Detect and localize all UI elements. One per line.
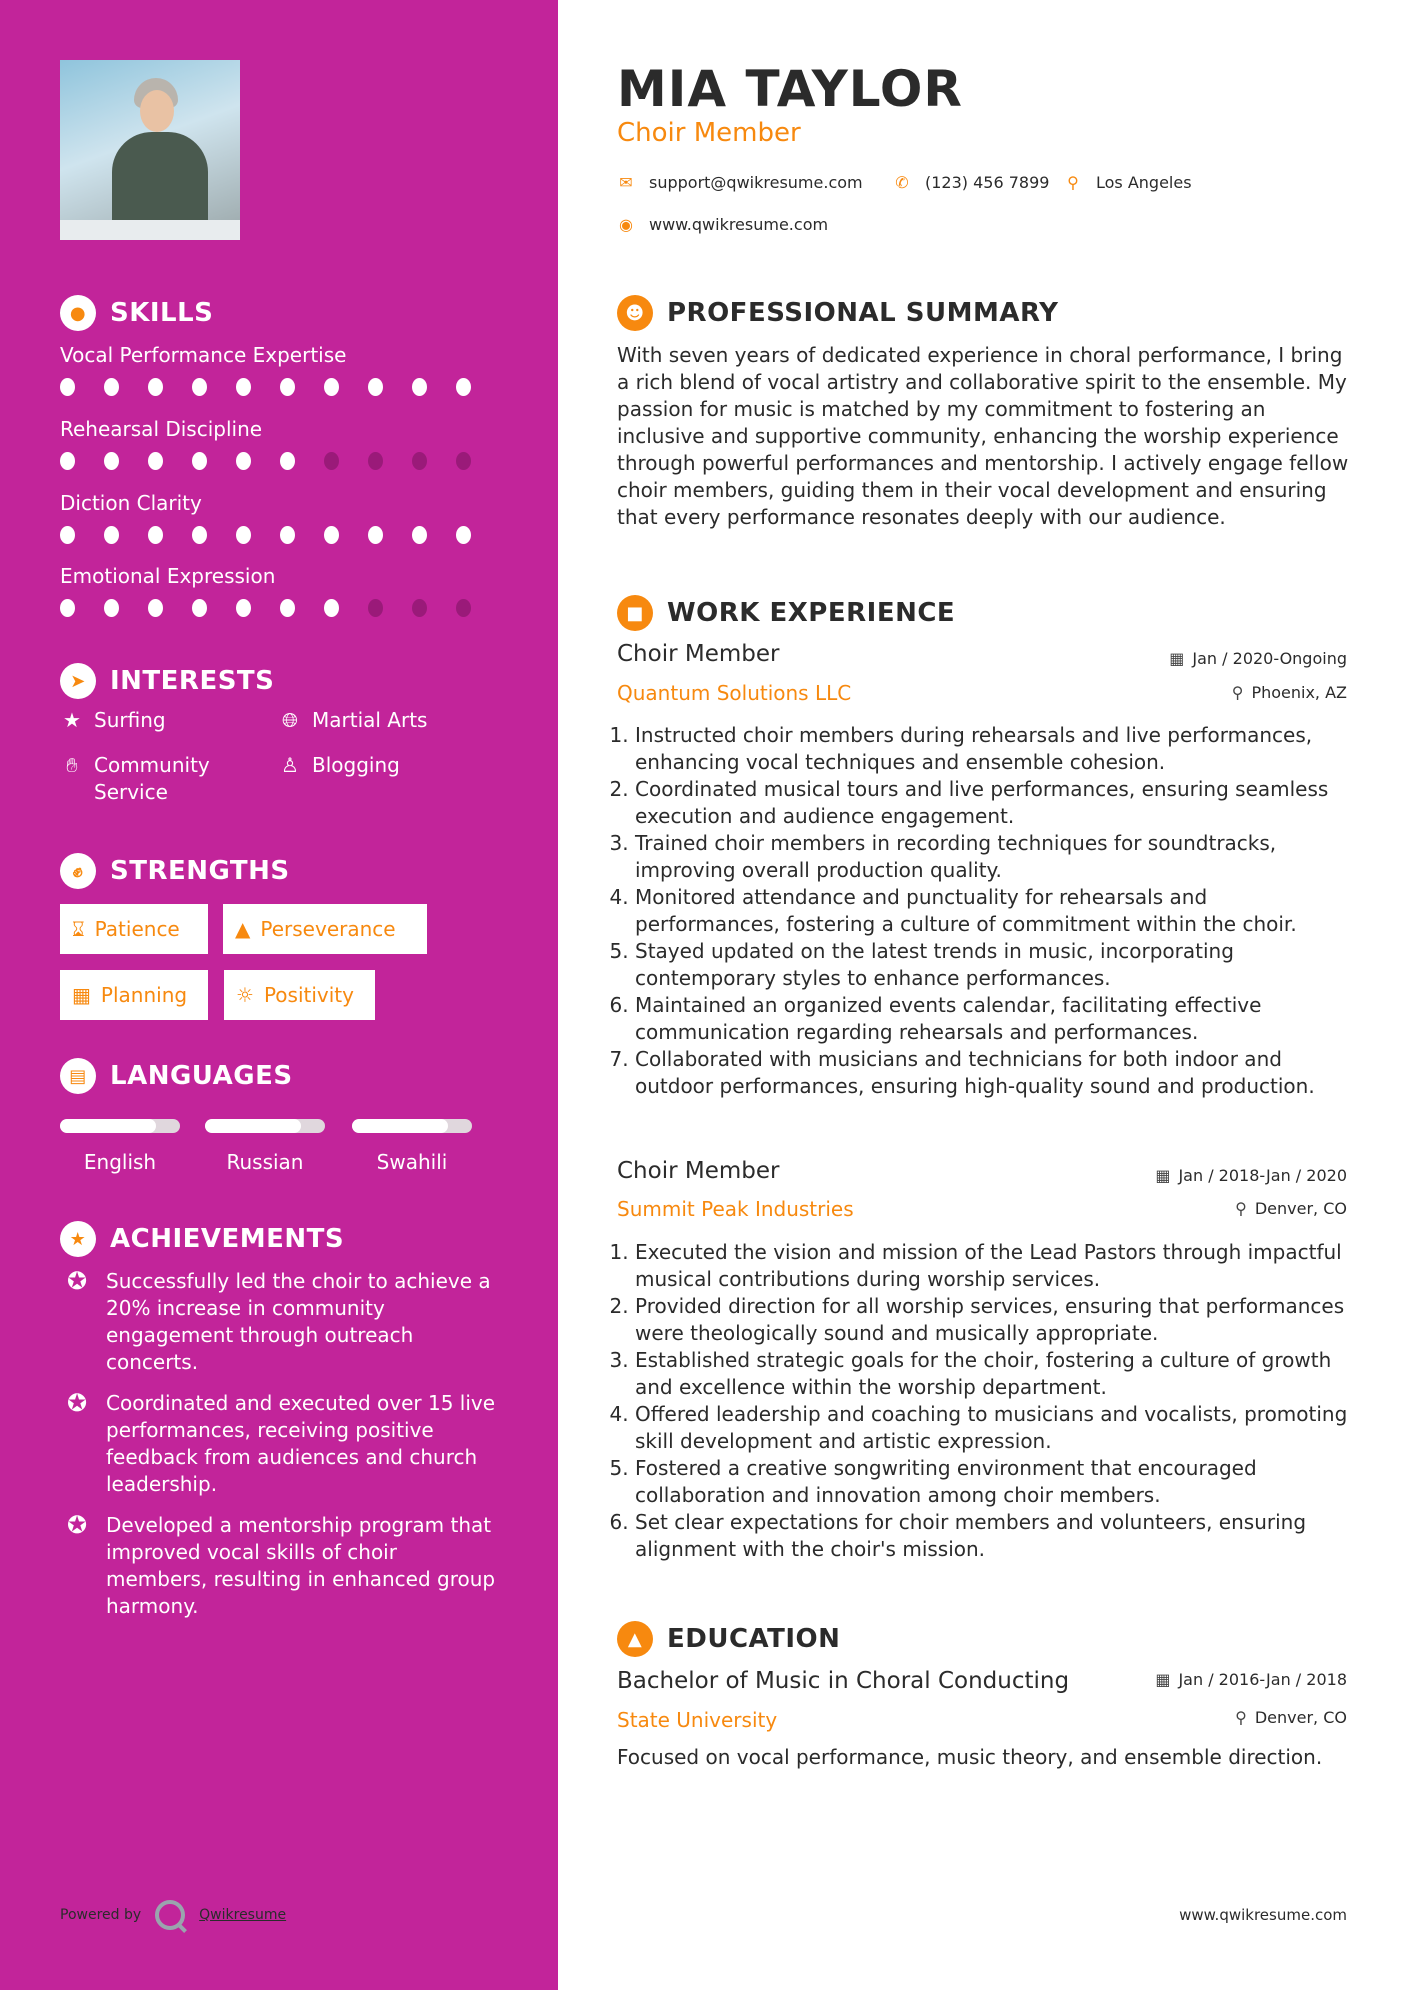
interests-list bbox=[60, 707, 500, 817]
language-level-bar bbox=[205, 1119, 325, 1133]
job-company: Summit Peak Industries bbox=[617, 1197, 854, 1221]
map-pin-icon: ⚲ bbox=[1067, 173, 1079, 192]
powered-by: Powered by Qwikresume bbox=[60, 1900, 286, 1930]
language-label: English bbox=[83, 1150, 157, 1174]
education-degree: Bachelor of Music in Choral Conducting bbox=[617, 1668, 1070, 1694]
star-badge-icon: ★ bbox=[60, 1221, 96, 1257]
graduation-icon: ▲ bbox=[617, 1621, 653, 1657]
skill-rating-dot bbox=[368, 526, 383, 544]
language-level-fill bbox=[352, 1119, 448, 1133]
strength-badge: ☼ Positivity bbox=[224, 970, 375, 1020]
job-company: Quantum Solutions LLC bbox=[617, 681, 852, 705]
duty-item: 4. Monitored attendance and punctuality for rehearsals and performances, fostering a culture of commitment within the choir. bbox=[635, 884, 1357, 938]
skill-item bbox=[60, 340, 500, 396]
calendar-icon: ▦ bbox=[1155, 1670, 1171, 1689]
skill-label: Vocal Performance Expertise bbox=[60, 343, 347, 367]
skill-item bbox=[60, 414, 500, 470]
pin-icon: ⚲ bbox=[1231, 683, 1244, 702]
qwikresume-logo-icon bbox=[155, 1900, 185, 1930]
skill-rating-dot bbox=[412, 378, 427, 396]
job-dates: ▦ Jan / 2018-Jan / 2020 bbox=[1155, 1166, 1347, 1185]
education-heading: ▲ EDUCATION bbox=[617, 1621, 840, 1657]
skill-label: Diction Clarity bbox=[60, 491, 202, 515]
skill-rating bbox=[60, 526, 500, 544]
skill-rating-dot bbox=[60, 526, 75, 544]
duty-item: 6. Maintained an organized events calendar, facilitating effective communication regarding rehearsals and performances. bbox=[635, 992, 1357, 1046]
skill-label: Rehearsal Discipline bbox=[60, 417, 263, 441]
hand-icon: ✋︎ bbox=[66, 753, 78, 777]
skill-rating-dot bbox=[148, 599, 163, 617]
skill-rating-dot bbox=[192, 378, 207, 396]
strength-badge: ▲ Perseverance bbox=[223, 904, 427, 954]
lightbulb-icon: ● bbox=[60, 295, 96, 331]
skill-rating-dot bbox=[236, 452, 251, 470]
interest-item: ♙ Blogging bbox=[278, 752, 400, 779]
road-icon: ▲ bbox=[235, 917, 251, 941]
duty-item: 4. Offered leadership and coaching to musicians and vocalists, promoting skill development and artistic expression. bbox=[635, 1401, 1357, 1455]
job-dates: ▦ Jan / 2020-Ongoing bbox=[1169, 649, 1347, 668]
user-icon: ☻ bbox=[617, 295, 653, 331]
strength-badge: ▦ Planning bbox=[60, 970, 208, 1020]
achievements-heading: ★ ACHIEVEMENTS bbox=[60, 1221, 344, 1257]
skill-rating-dot bbox=[104, 526, 119, 544]
fist-icon: ✊︎ bbox=[60, 853, 96, 889]
contact-location: ⚲ Los Angeles bbox=[1064, 173, 1192, 192]
skill-rating-dot bbox=[412, 526, 427, 544]
duty-item: 5. Stayed updated on the latest trends in music, incorporating contemporary styles to enhance performances. bbox=[635, 938, 1357, 992]
shooting-star-icon: ✪ bbox=[66, 1267, 88, 1295]
skill-rating bbox=[60, 378, 500, 396]
interest-item: ✋︎ Community Service bbox=[60, 752, 210, 806]
calendar-icon: ▦ bbox=[1169, 649, 1185, 668]
strength-badge: ⌛︎ Patience bbox=[60, 904, 208, 954]
skill-rating-dot bbox=[280, 526, 295, 544]
contact-phone[interactable]: ✆ (123) 456 7899 bbox=[893, 173, 1049, 192]
language-item bbox=[205, 1119, 325, 1174]
skill-rating-dot bbox=[412, 452, 427, 470]
duty-item: 3. Trained choir members in recording techniques for soundtracks, improving overall production quality. bbox=[635, 830, 1357, 884]
briefcase-icon: ■ bbox=[617, 595, 653, 631]
skill-rating-dot bbox=[60, 599, 75, 617]
language-level-fill bbox=[205, 1119, 301, 1133]
job-duties bbox=[617, 1239, 1357, 1563]
envelope-icon: ✉ bbox=[619, 173, 633, 192]
skill-rating-dot bbox=[192, 526, 207, 544]
shooting-star-icon: ✪ bbox=[66, 1389, 88, 1417]
language-level-fill bbox=[60, 1119, 156, 1133]
languages-heading: ▤ LANGUAGES bbox=[60, 1058, 293, 1094]
skill-rating-dot bbox=[368, 452, 383, 470]
education-description: Focused on vocal performance, music theory, and ensemble direction. bbox=[617, 1745, 1323, 1769]
skill-rating-dot bbox=[60, 378, 75, 396]
duty-item: 1. Instructed choir members during rehearsals and live performances, enhancing vocal techniques and ensemble cohesion. bbox=[635, 722, 1357, 776]
skill-rating-dot bbox=[104, 452, 119, 470]
experience-heading: ■ WORK EXPERIENCE bbox=[617, 595, 955, 631]
skill-rating-dot bbox=[280, 378, 295, 396]
calendar-icon: ▦ bbox=[72, 983, 91, 1007]
star-icon: ★ bbox=[63, 708, 81, 732]
skill-rating-dot bbox=[324, 599, 339, 617]
skill-label: Emotional Expression bbox=[60, 564, 276, 588]
skill-rating-dot bbox=[236, 599, 251, 617]
language-item bbox=[352, 1119, 472, 1174]
skill-rating-dot bbox=[148, 378, 163, 396]
skill-rating-dot bbox=[412, 599, 427, 617]
strengths-heading: ✊︎ STRENGTHS bbox=[60, 853, 290, 889]
footer-url[interactable]: www.qwikresume.com bbox=[1179, 1906, 1347, 1924]
globe-icon: 🌐︎ bbox=[282, 708, 298, 732]
skills-heading: ● SKILLS bbox=[60, 295, 213, 331]
skill-rating-dot bbox=[280, 452, 295, 470]
job-title: Choir Member bbox=[617, 1158, 780, 1184]
skill-rating bbox=[60, 452, 500, 470]
skill-rating-dot bbox=[104, 599, 119, 617]
skill-rating-dot bbox=[148, 452, 163, 470]
globe-icon: ◉ bbox=[619, 215, 633, 234]
achievement-item: ✪ Successfully led the choir to achieve a 20% increase in community engagement through outreach concerts. bbox=[60, 1268, 500, 1376]
shooting-star-icon: ✪ bbox=[66, 1511, 88, 1539]
achievement-item: ✪ Coordinated and executed over 15 live performances, receiving positive feedback from audiences and church leadership. bbox=[60, 1390, 500, 1498]
skill-rating-dot bbox=[236, 378, 251, 396]
duty-item: 5. Fostered a creative songwriting environment that encouraged collaboration and innovation among choir members. bbox=[635, 1455, 1357, 1509]
language-level-bar bbox=[352, 1119, 472, 1133]
interest-item: ★ Surfing bbox=[60, 707, 166, 734]
duty-item: 1. Executed the vision and mission of the Lead Pastors through impactful musical contributions during worship services. bbox=[635, 1239, 1357, 1293]
job-duties bbox=[617, 722, 1357, 1100]
education-location: ⚲ Denver, CO bbox=[1235, 1708, 1347, 1727]
skill-rating-dot bbox=[324, 526, 339, 544]
skill-rating-dot bbox=[456, 378, 471, 396]
duty-item: 2. Coordinated musical tours and live performances, ensuring seamless execution and audience engagement. bbox=[635, 776, 1357, 830]
skill-rating-dot bbox=[456, 599, 471, 617]
summary-text: With seven years of dedicated experience in choral performance, I bring a rich blend of vocal artistry and collaborative spirit to the ensemble. My passion for music is matched by my commitment to fostering an inclusive and supportive community, enhancing the worship experience through powerful performances and mentorship. I actively engage fellow choir members, guiding them in their vocal development and ensuring that every performance resonates deeply with our audience. bbox=[617, 343, 1349, 529]
sun-icon: ☼ bbox=[236, 983, 254, 1007]
skill-rating-dot bbox=[236, 526, 251, 544]
skill-item bbox=[60, 561, 500, 617]
job-location: ⚲ Phoenix, AZ bbox=[1231, 683, 1347, 702]
skill-rating-dot bbox=[148, 526, 163, 544]
candidate-name: MIA TAYLOR bbox=[617, 60, 963, 118]
language-level-bar bbox=[60, 1119, 180, 1133]
duty-item: 7. Collaborated with musicians and technicians for both indoor and outdoor performances, ensuring high-quality sound and production. bbox=[635, 1046, 1357, 1100]
pin-icon: ⚲ bbox=[1235, 1199, 1247, 1218]
language-item bbox=[60, 1119, 180, 1174]
skill-rating-dot bbox=[368, 599, 383, 617]
skill-rating-dot bbox=[456, 452, 471, 470]
users-icon: ♙ bbox=[281, 753, 299, 777]
language-icon: ▤ bbox=[60, 1058, 96, 1094]
skill-rating-dot bbox=[192, 452, 207, 470]
qwikresume-link[interactable]: Qwikresume bbox=[199, 1907, 287, 1923]
skill-rating bbox=[60, 599, 500, 617]
calendar-icon: ▦ bbox=[1155, 1166, 1171, 1185]
profile-photo bbox=[60, 60, 240, 240]
phone-icon: ✆ bbox=[895, 173, 909, 192]
duty-item: 3. Established strategic goals for the choir, fostering a culture of growth and excellence within the worship department. bbox=[635, 1347, 1357, 1401]
contact-email[interactable]: ✉ support@qwikresume.com bbox=[617, 173, 863, 192]
paper-plane-icon: ➤ bbox=[60, 663, 96, 699]
duty-item: 6. Set clear expectations for choir members and volunteers, ensuring alignment with the choir's mission. bbox=[635, 1509, 1357, 1563]
duty-item: 2. Provided direction for all worship services, ensuring that performances were theologically sound and musically appropriate. bbox=[635, 1293, 1357, 1347]
skill-rating-dot bbox=[324, 378, 339, 396]
hourglass-icon: ⌛︎ bbox=[72, 917, 85, 941]
sidebar bbox=[0, 0, 558, 1990]
skill-rating-dot bbox=[324, 452, 339, 470]
skill-rating-dot bbox=[192, 599, 207, 617]
skill-item bbox=[60, 488, 500, 544]
skill-rating-dot bbox=[60, 452, 75, 470]
achievement-item: ✪ Developed a mentorship program that improved vocal skills of choir members, resulting in enhanced group harmony. bbox=[60, 1512, 500, 1620]
skill-rating-dot bbox=[456, 526, 471, 544]
candidate-role: Choir Member bbox=[617, 118, 801, 148]
contact-website[interactable]: ◉ www.qwikresume.com bbox=[617, 215, 828, 234]
education-dates: ▦ Jan / 2016-Jan / 2018 bbox=[1155, 1670, 1347, 1689]
education-school: State University bbox=[617, 1708, 778, 1732]
pin-icon: ⚲ bbox=[1235, 1708, 1247, 1727]
job-title: Choir Member bbox=[617, 641, 780, 667]
interest-item: 🌐︎ Martial Arts bbox=[278, 707, 427, 734]
skill-rating-dot bbox=[368, 378, 383, 396]
language-label: Russian bbox=[226, 1150, 304, 1174]
job-location: ⚲ Denver, CO bbox=[1235, 1199, 1347, 1218]
skill-rating-dot bbox=[280, 599, 295, 617]
summary-heading: ☻ PROFESSIONAL SUMMARY bbox=[617, 295, 1058, 331]
skill-rating-dot bbox=[104, 378, 119, 396]
language-label: Swahili bbox=[376, 1150, 448, 1174]
interests-heading: ➤ INTERESTS bbox=[60, 663, 274, 699]
